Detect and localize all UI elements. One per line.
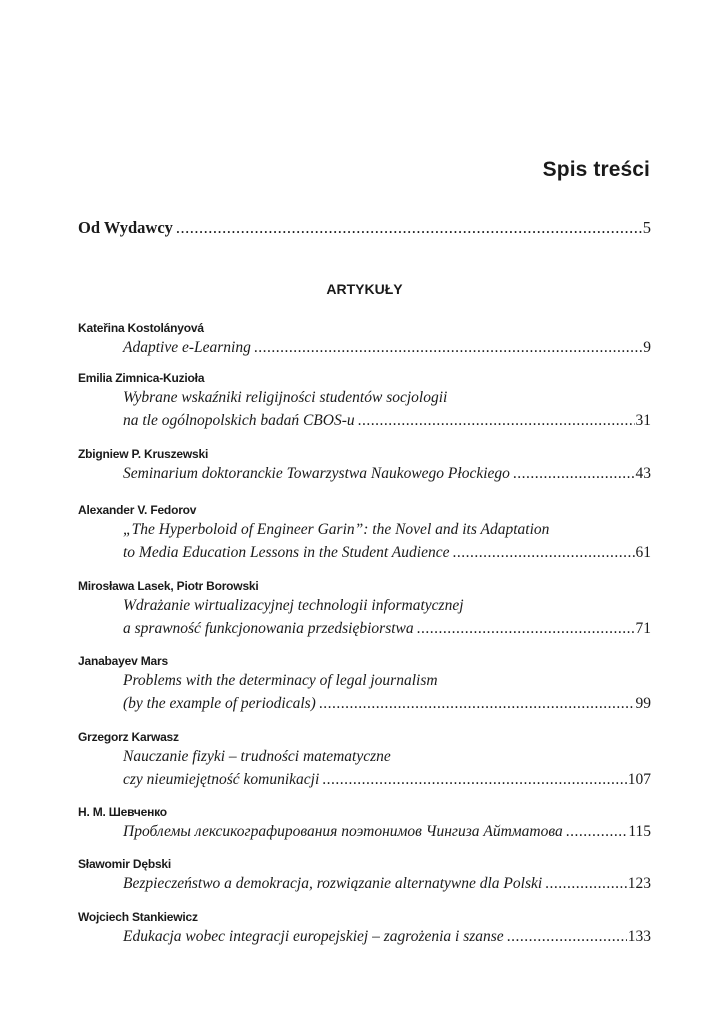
toc-entry[interactable] bbox=[78, 804, 651, 843]
entry-title-line: „The Hyperboloid of Engineer Garin”: the Novel and its Adaptation bbox=[123, 521, 550, 538]
entry-title-last-line bbox=[123, 820, 651, 843]
entry-title-text: Проблемы лексикографирования поэтонимов Чингиза Айтматова bbox=[123, 823, 563, 840]
dot-leader bbox=[322, 768, 626, 791]
page-number: 115 bbox=[628, 823, 651, 840]
entry-title-text: Adaptive e-Learning bbox=[123, 339, 251, 356]
entry-author: Mirosława Lasek, Piotr Borowski bbox=[78, 579, 259, 593]
toc-entry[interactable] bbox=[78, 653, 651, 715]
entry-title-last-line bbox=[123, 768, 651, 791]
page-number: 31 bbox=[635, 412, 651, 429]
dot-leader bbox=[358, 409, 635, 432]
entry-title-line: Wdrażanie wirtualizacyjnej technologii informatycznej bbox=[123, 597, 464, 614]
page-number: 43 bbox=[635, 465, 651, 482]
entry-title-text: a sprawność funkcjonowania przedsiębiorstwa bbox=[123, 620, 414, 637]
page-number: 107 bbox=[627, 771, 651, 788]
preface-label: Od Wydawcy bbox=[78, 218, 173, 237]
toc-entry[interactable] bbox=[78, 320, 651, 359]
entry-title-line: Problems with the determinacy of legal journalism bbox=[123, 672, 438, 689]
entry-title-text: Seminarium doktoranckie Towarzystwa Naukowego Płockiego bbox=[123, 465, 510, 482]
page-number: 123 bbox=[627, 875, 651, 892]
dot-leader bbox=[417, 617, 635, 640]
entry-title-last-line bbox=[123, 336, 651, 359]
dot-leader bbox=[545, 872, 627, 895]
entry-title-text: to Media Education Lessons in the Student Audience bbox=[123, 544, 450, 561]
dot-leader bbox=[176, 218, 642, 238]
entry-title bbox=[78, 594, 651, 640]
entry-author: Wojciech Stankiewicz bbox=[78, 910, 198, 924]
page-title: Spis treści bbox=[542, 158, 650, 181]
entry-title-last-line bbox=[123, 617, 651, 640]
toc-entry[interactable] bbox=[78, 446, 651, 485]
section-heading: ARTYKUŁY bbox=[326, 281, 403, 297]
toc-entry[interactable] bbox=[78, 370, 651, 432]
entry-title-line: Nauczanie fizyki – trudności matematyczne bbox=[123, 748, 391, 765]
page-number: 9 bbox=[643, 339, 651, 356]
entry-title bbox=[78, 745, 651, 791]
entry-title bbox=[78, 872, 651, 895]
entry-author: Alexander V. Fedorov bbox=[78, 503, 197, 517]
entry-author: Grzegorz Karwasz bbox=[78, 730, 179, 744]
entry-title bbox=[78, 669, 651, 715]
page-number: 71 bbox=[635, 620, 651, 637]
entry-title bbox=[78, 462, 651, 485]
toc-entry[interactable] bbox=[78, 502, 651, 564]
toc-entry[interactable] bbox=[78, 578, 651, 640]
entry-title bbox=[78, 820, 651, 843]
entry-title bbox=[78, 336, 651, 359]
entry-title-last-line bbox=[123, 409, 651, 432]
page-number: 61 bbox=[635, 544, 651, 561]
page-number: 5 bbox=[642, 218, 651, 237]
entry-title-text: czy nieumiejętność komunikacji bbox=[123, 771, 320, 788]
dot-leader bbox=[513, 462, 635, 485]
dot-leader bbox=[254, 336, 642, 359]
entry-title-last-line bbox=[123, 462, 651, 485]
entry-author: Kateřina Kostolányová bbox=[78, 321, 204, 335]
toc-entry[interactable] bbox=[78, 729, 651, 791]
page-number: 133 bbox=[627, 928, 651, 945]
entry-title-last-line bbox=[123, 692, 651, 715]
entry-title-text: (by the example of periodicals) bbox=[123, 695, 316, 712]
entry-title-last-line bbox=[123, 541, 651, 564]
entry-title-line: Wybrane wskaźniki religijności studentów socjologii bbox=[123, 389, 448, 406]
entry-title-last-line bbox=[123, 925, 651, 948]
dot-leader bbox=[452, 541, 634, 564]
entry-author: Н. М. Шевченко bbox=[78, 805, 167, 819]
entry-title-last-line bbox=[123, 872, 651, 895]
entry-title bbox=[78, 925, 651, 948]
entry-author: Zbigniew P. Kruszewski bbox=[78, 447, 209, 461]
entry-title-text: Bezpieczeństwo a demokracja, rozwiązanie alternatywne dla Polski bbox=[123, 875, 543, 892]
dot-leader bbox=[507, 925, 627, 948]
entry-title-text: Edukacja wobec integracji europejskiej – zagrożenia i szanse bbox=[123, 928, 504, 945]
page-number: 99 bbox=[635, 695, 651, 712]
toc-entry[interactable] bbox=[78, 856, 651, 895]
dot-leader bbox=[566, 820, 628, 843]
entry-title bbox=[78, 518, 651, 564]
entry-title-text: na tle ogólnopolskich badań CBOS-u bbox=[123, 412, 355, 429]
entry-author: Emilia Zimnica-Kuzioła bbox=[78, 371, 205, 385]
toc-entry[interactable] bbox=[78, 909, 651, 948]
entry-title bbox=[78, 386, 651, 432]
dot-leader bbox=[319, 692, 635, 715]
entry-author: Janabayev Mars bbox=[78, 654, 168, 668]
entry-author: Sławomir Dębski bbox=[78, 857, 172, 871]
toc-preface[interactable] bbox=[78, 218, 651, 238]
